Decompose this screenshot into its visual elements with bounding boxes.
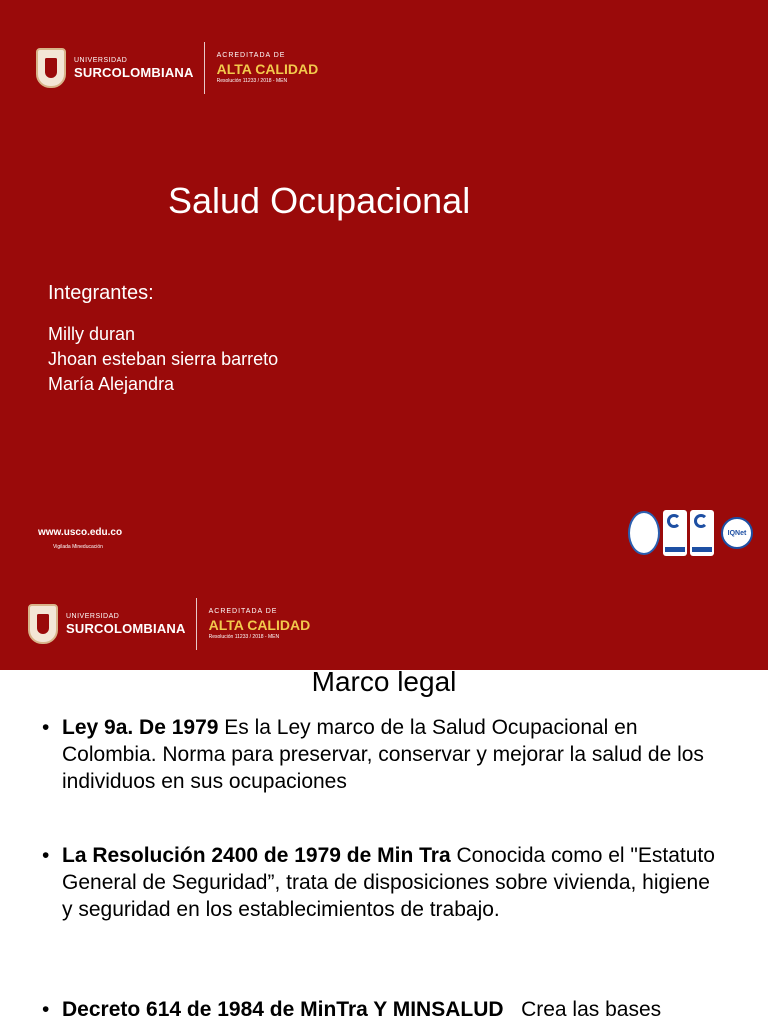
member-item: Jhoan esteban sierra barreto (48, 349, 279, 369)
logo-big-text: SURCOLOMBIANA (66, 621, 186, 636)
bullet-bold: Decreto 614 de 1984 de MinTra Y MINSALUD (62, 998, 504, 1021)
bullet-bold: Ley 9a. De 1979 (62, 716, 219, 739)
member-item: María Alejandra (48, 374, 175, 394)
university-logo (36, 42, 318, 94)
legal-bullets (42, 714, 722, 1021)
vigilada-text: Vigilada Mineducación (53, 544, 103, 550)
logo-small-text: UNIVERSIDAD (74, 57, 128, 64)
university-logo-2 (28, 598, 310, 650)
bullet-text: Crea las bases (503, 998, 662, 1021)
integrantes-label: Integrantes: (48, 282, 154, 304)
logo-big-text: SURCOLOMBIANA (74, 65, 194, 80)
slide-2-banner (0, 578, 768, 670)
university-shield-icon (36, 48, 66, 88)
accreditation-line2: ALTA CALIDAD (216, 61, 319, 77)
bullet-bold: La Resolución 2400 de 1979 de Min Tra (62, 844, 451, 867)
member-item: Milly duran (48, 324, 136, 344)
logo-small-text: UNIVERSIDAD (66, 613, 120, 620)
accreditation-line2: ALTA CALIDAD (208, 617, 311, 633)
icontec-gp-icon (690, 510, 714, 556)
bullet-text: Es la Ley marco de la Salud Ocupacional en Colombia. Norma para preservar, conservar y mejorar la salud de los individuos en sus ocupaciones (62, 716, 704, 793)
logo-divider (196, 598, 197, 650)
icontec-iso-icon (663, 510, 687, 556)
university-shield-icon (28, 604, 58, 644)
accreditation-line1: ACREDITADA DE (216, 52, 286, 59)
website-url: www.usco.edu.co (38, 527, 123, 538)
bullet-text: Conocida como el "Estatuto General de Seguridad”, trata de disposiciones sobre vivienda, higiene y seguridad en los establecimientos de trabajo. (62, 844, 715, 921)
slide-title: Salud Ocupacional (168, 180, 471, 221)
list-item (42, 714, 722, 795)
list-item (42, 842, 722, 923)
members-list (48, 322, 278, 397)
accreditation-line3: Resolución 11233 / 2018 - MEN (216, 78, 288, 84)
accreditation-line1: ACREDITADA DE (208, 608, 278, 615)
logo-divider (204, 42, 205, 94)
slide-2 (0, 578, 768, 1024)
marco-legal-title: Marco legal (311, 666, 457, 697)
iqnet-icon: IQNet (721, 517, 753, 549)
seal-icon (628, 511, 660, 555)
list-item (42, 996, 661, 1023)
accreditation-line3: Resolución 11233 / 2018 - MEN (208, 634, 280, 640)
certification-badges (628, 510, 753, 556)
